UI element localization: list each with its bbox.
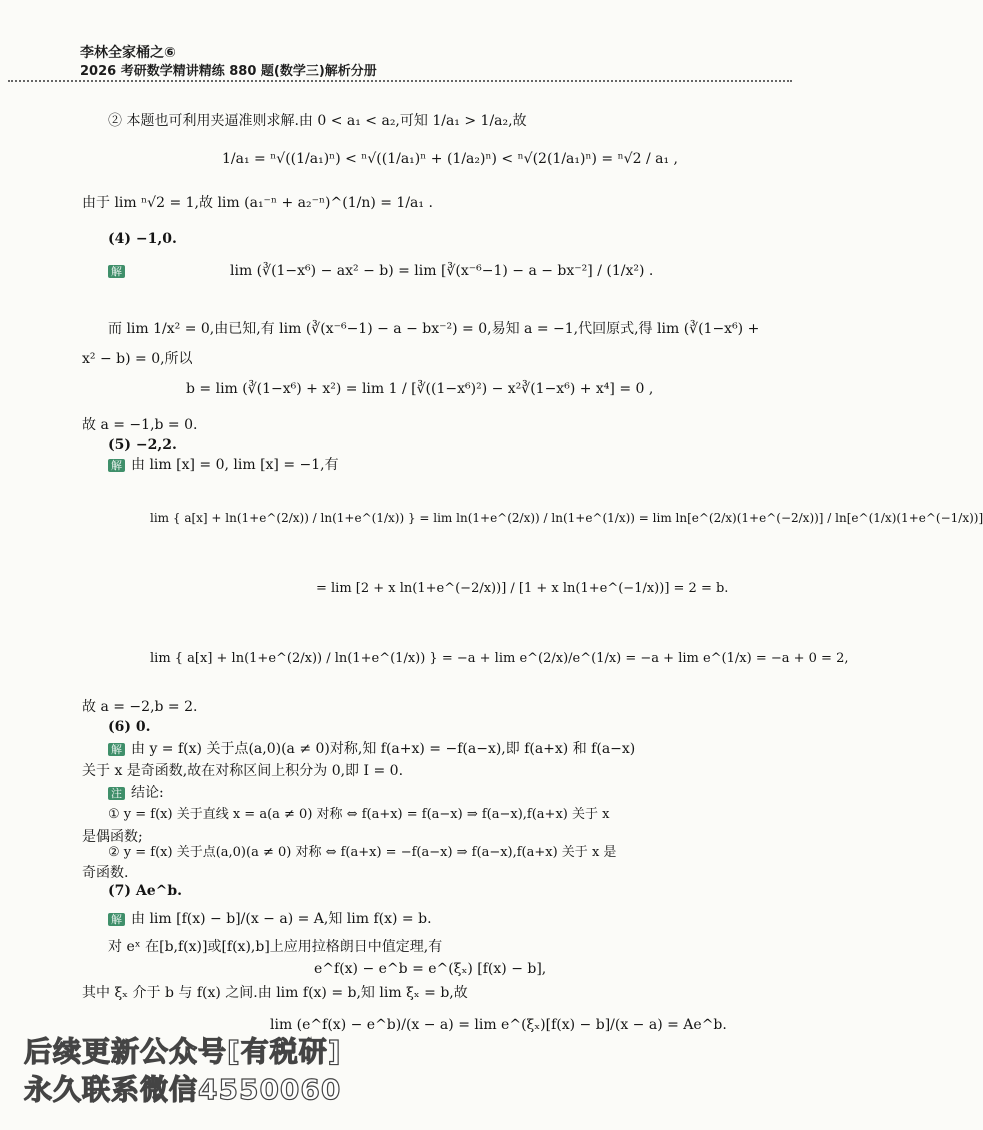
header-divider [8,80,792,82]
text-4c: x² − b) = 0,所以 [82,351,193,367]
watermark-line2: 永久联系微信4550060 [24,1073,342,1106]
note-2b: 奇函数. [82,865,129,881]
note-title: 结论: [131,785,164,801]
note-tag: 注 [108,787,125,800]
note-1b: 是偶函数; [82,829,143,845]
text-since: 由于 lim ⁿ√2 = 1,故 lim (a₁⁻ⁿ + a₂⁻ⁿ)^(1/n) = 1/a₁ . [82,195,433,211]
watermark-line1: 后续更新公众号[有税研] [24,1035,342,1068]
text-6a: 由 y = f(x) 关于点(a,0)(a ≠ 0)对称,知 f(a+x) = −f(a−x),即 f(a+x) 和 f(a−x) [131,741,636,757]
answer-5: (5) −2,2. [108,437,177,453]
header-series: 李林全家桶之⑥ [80,45,176,61]
text-5a: 由 lim [x] = 0, lim [x] = −1,有 [131,457,339,473]
note-1a: ① y = f(x) 关于直线 x = a(a ≠ 0) 对称 ⇔ f(a+x) = f(a−x) ⇒ f(a−x),f(a+x) 关于 x [108,807,610,822]
solution-tag: 解 [108,913,125,926]
eq-7c: e^f(x) − e^b = e^(ξₓ) [f(x) − b], [314,961,547,977]
eq-4d: b = lim (∛(1−x⁶) + x²) = lim 1 / [∛((1−x⁶)²) − x²∛(1−x⁶) + x⁴] = 0 , [186,381,654,397]
answer-6: (6) 0. [108,719,151,735]
solution-tag: 解 [108,459,125,472]
text-7a: 由 lim [f(x) − b]/(x − a) = A,知 lim f(x) = b. [131,911,432,927]
solution-tag: 解 [108,265,125,278]
eq-5b: lim { a[x] + ln(1+e^(2/x)) / ln(1+e^(1/x)) } = lim ln(1+e^(2/x)) / ln(1+e^(1/x)) = lim ln[e^(2/x)(1+e^(−2/x))] / ln[e^(1/x)(1+e^(−1/x))] [150,511,983,525]
text-intro: ② 本题也可利用夹逼准则求解.由 0 < a₁ < a₂,可知 1/a₁ > 1/a₂,故 [108,113,527,129]
text-7d: 其中 ξₓ 介于 b 与 f(x) 之间.由 lim f(x) = b,知 lim ξₓ = b,故 [82,985,468,1001]
text-7b: 对 eˣ 在[b,f(x)]或[f(x),b]上应用拉格朗日中值定理,有 [108,939,443,955]
header-book-title: 2026 考研数学精讲精练 880 题(数学三)解析分册 [80,64,377,79]
eq-sandwich: 1/a₁ = ⁿ√((1/a₁)ⁿ) < ⁿ√((1/a₁)ⁿ + (1/a₂)ⁿ) < ⁿ√(2(1/a₁)ⁿ) = ⁿ√2 / a₁ , [222,151,678,167]
text-5e: 故 a = −2,b = 2. [82,699,198,715]
eq-7e: lim (e^f(x) − e^b)/(x − a) = lim e^(ξₓ)[f(x) − b]/(x − a) = Ae^b. [270,1017,727,1033]
solution-tag: 解 [108,743,125,756]
text-6b: 关于 x 是奇函数,故在对称区间上积分为 0,即 I = 0. [82,763,404,779]
note-2a: ② y = f(x) 关于点(a,0)(a ≠ 0) 对称 ⇔ f(a+x) = −f(a−x) ⇒ f(a−x),f(a+x) 关于 x 是 [108,845,617,860]
eq-5c: = lim [2 + x ln(1+e^(−2/x))] / [1 + x ln(1+e^(−1/x))] = 2 = b. [316,581,729,596]
eq-4a: lim (∛(1−x⁶) − ax² − b) = lim [∛(x⁻⁶−1) − a − bx⁻²] / (1/x²) . [230,263,654,279]
eq-5d: lim { a[x] + ln(1+e^(2/x)) / ln(1+e^(1/x)) } = −a + lim e^(2/x)/e^(1/x) = −a + lim e^(1/x) = −a + 0 = 2, [150,651,849,666]
text-4e: 故 a = −1,b = 0. [82,417,198,433]
answer-4: (4) −1,0. [108,231,177,247]
text-4b: 而 lim 1/x² = 0,由已知,有 lim (∛(x⁻⁶−1) − a − bx⁻²) = 0,易知 a = −1,代回原式,得 lim (∛(1−x⁶) + [108,321,760,337]
answer-7: (7) Ae^b. [108,883,183,899]
